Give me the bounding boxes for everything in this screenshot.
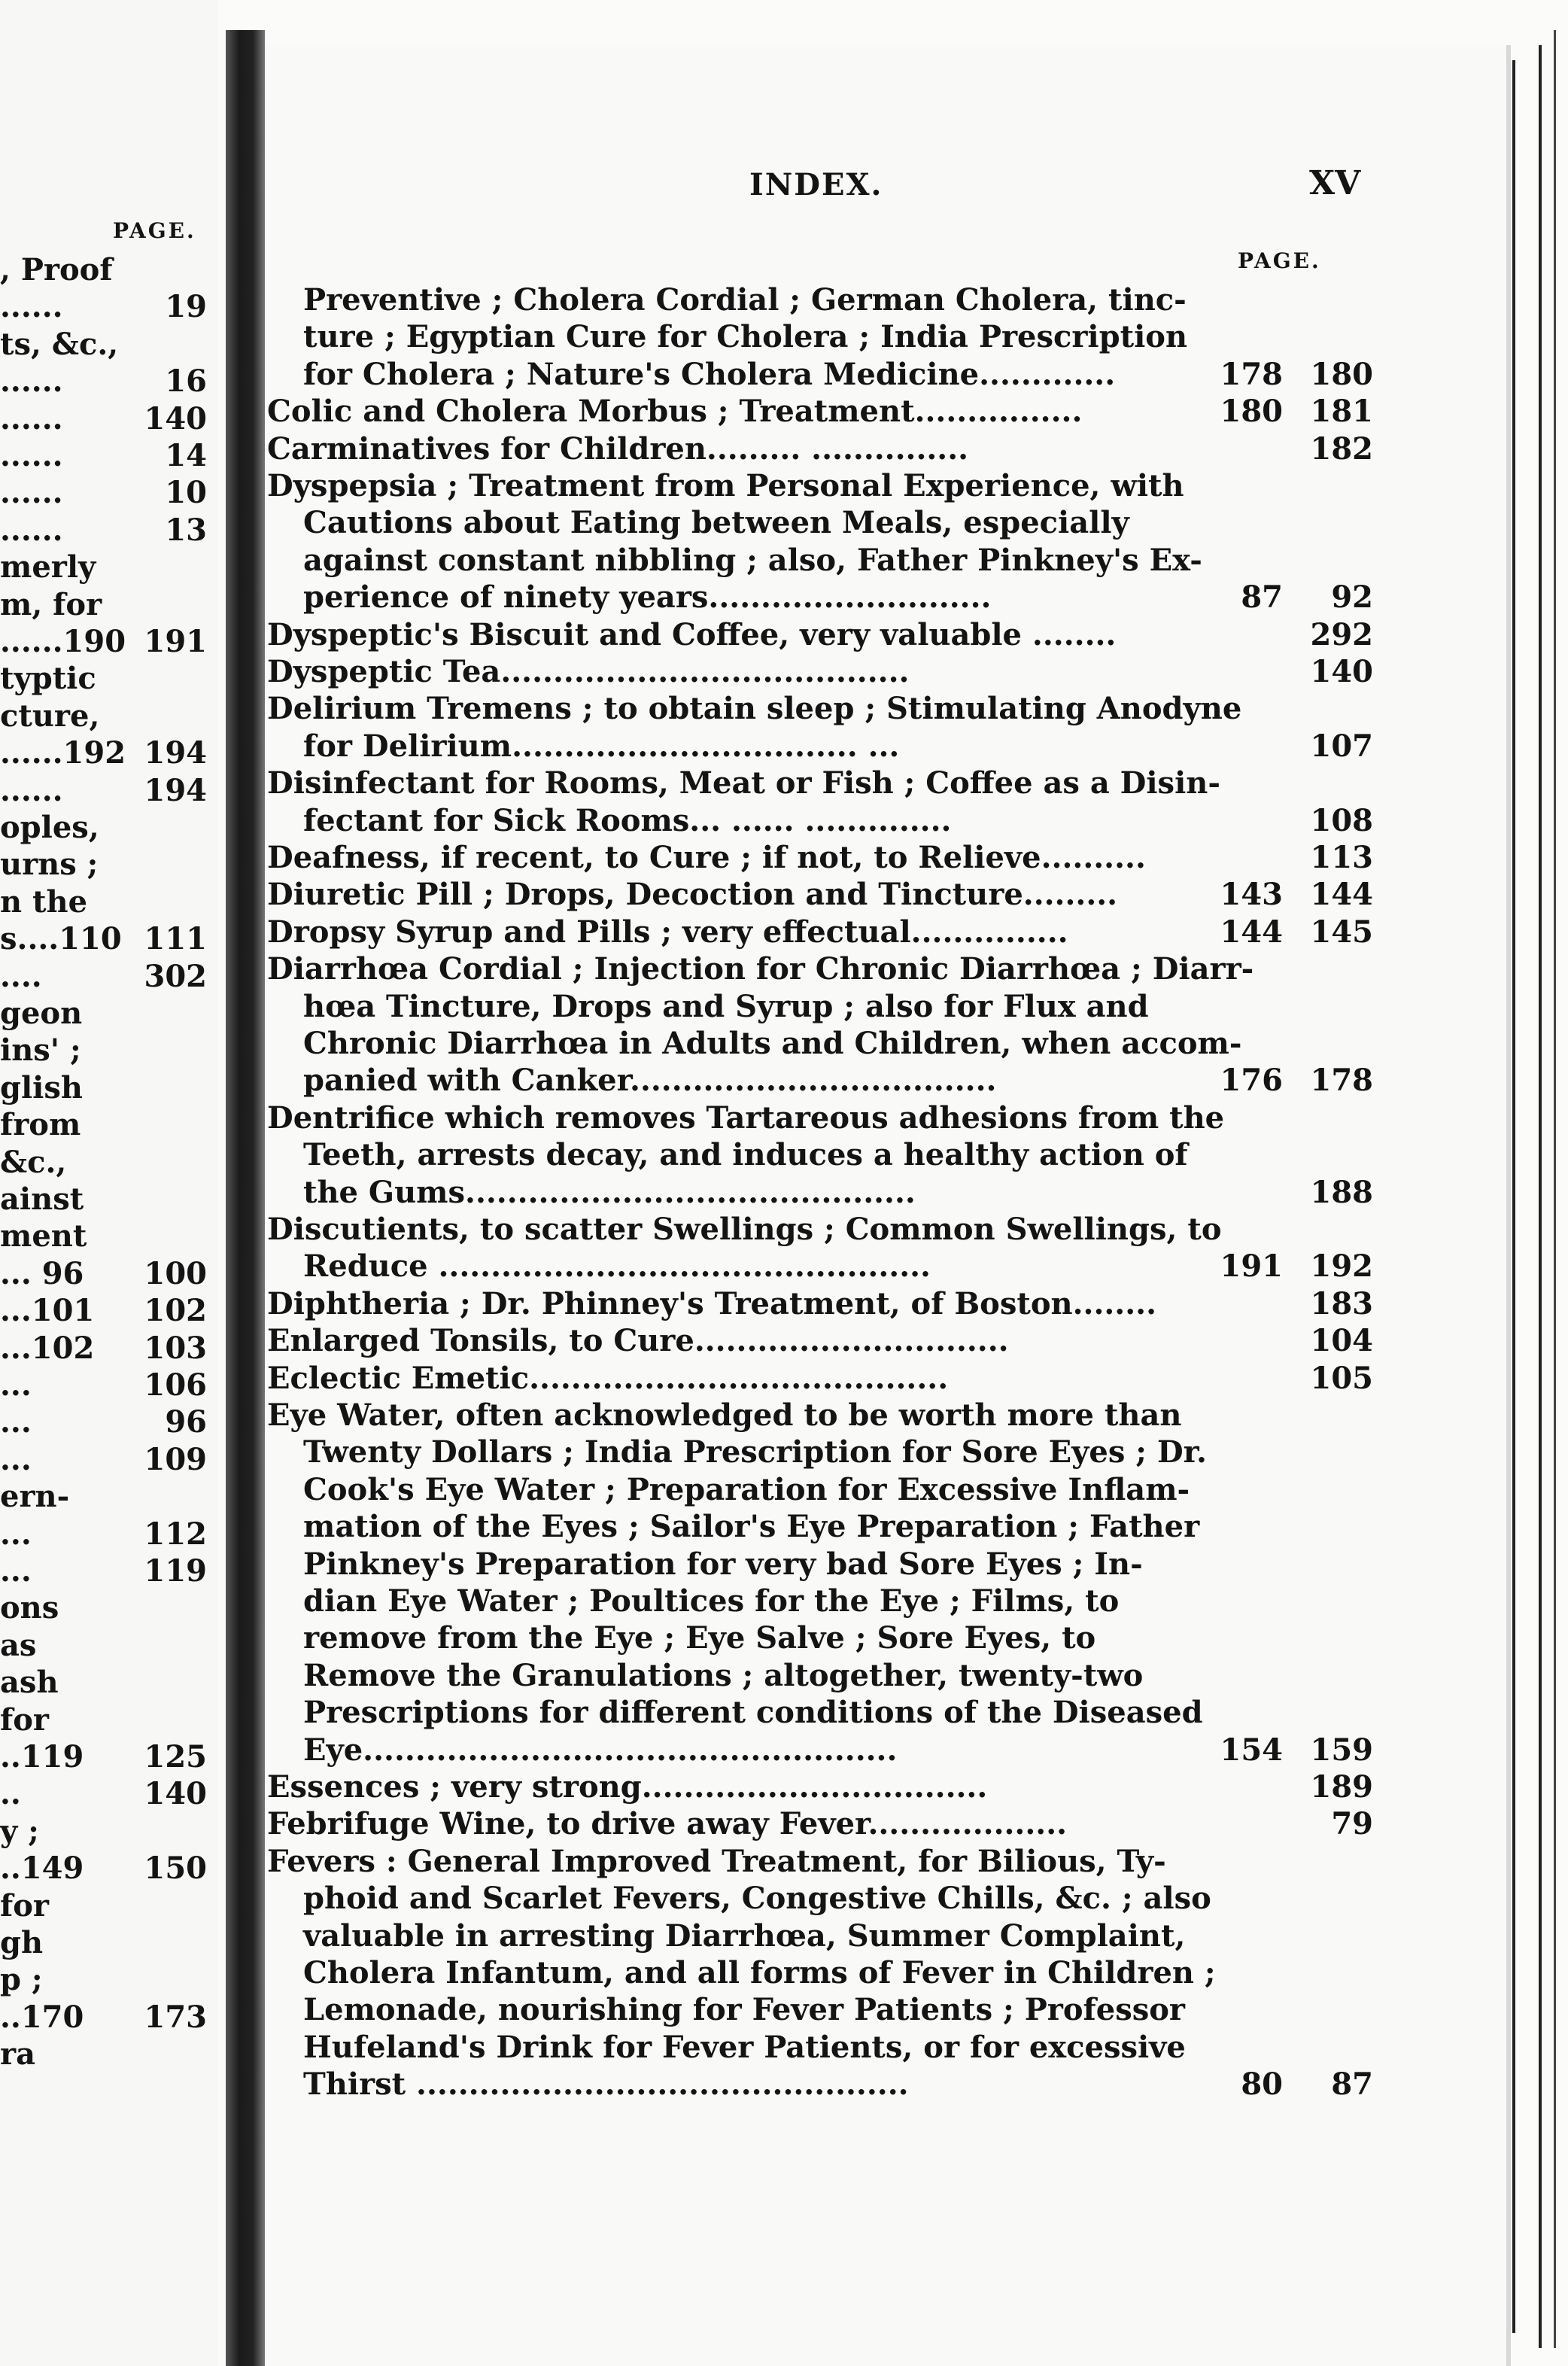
index-entry-line: [267, 2066, 1373, 2104]
index-entry-line: [267, 1955, 1373, 1993]
index-entry-text: hœa Tincture, Drops and Syrup ; also for Flux and: [303, 988, 1149, 1024]
index-entry-line: [267, 951, 1373, 989]
left-index-text: ......: [0, 512, 63, 548]
left-index-text: ..149: [0, 1851, 84, 1887]
index-entry-line: [267, 1695, 1373, 1732]
left-index-row: [0, 475, 214, 511]
index-entry-text: mation of the Eyes ; Sailor's Eye Preparation ; Father: [303, 1509, 1200, 1545]
index-entry-text: Diphtheria ; Dr. Phinney's Treatment, of Boston........: [267, 1285, 1157, 1321]
left-index-text: ......: [0, 289, 63, 325]
index-entry-line: [267, 765, 1373, 803]
left-index-row: [0, 996, 214, 1032]
index-entry-line: [267, 579, 1373, 617]
index-entry-line: [267, 1732, 1373, 1770]
index-page-from: 180: [1220, 394, 1283, 430]
left-index-text: ... 96: [0, 1255, 84, 1291]
left-index-text: p ;: [0, 1962, 43, 1998]
index-entry-text: Dropsy Syrup and Pills ; very effectual...............: [267, 914, 1068, 950]
index-entry-line: [267, 431, 1373, 469]
index-page-to: 113: [1310, 840, 1373, 875]
index-entry-text: Chronic Diarrhœa in Adults and Children, when accom-: [303, 1026, 1242, 1061]
index-entry-line: [267, 728, 1373, 766]
index-entry-text: Reduce ...............................................: [303, 1248, 931, 1285]
index-entry-line: [267, 319, 1373, 357]
index-entry-text: panied with Canker...................................: [303, 1063, 997, 1099]
left-index-text: ......: [0, 363, 63, 400]
index-page-to: 144: [1310, 877, 1373, 913]
index-entry-line: [267, 654, 1373, 692]
left-index-page-numbers: 13: [165, 512, 207, 548]
left-index-row: [0, 810, 214, 846]
left-index-page-numbers: 140: [144, 400, 207, 436]
index-entry-text: Enlarged Tonsils, to Cure..............................: [267, 1323, 1009, 1359]
index-page-to: 107: [1310, 728, 1373, 764]
index-entry-text: Cholera Infantum, and all forms of Fever in Children ;: [303, 1955, 1216, 1990]
left-index-text: ...: [0, 1367, 32, 1403]
index-entry-line: [267, 1397, 1373, 1435]
index-entry-text: phoid and Scarlet Fevers, Congestive Chills, &c. ; also: [303, 1881, 1211, 1917]
index-entry-line: [267, 1063, 1373, 1100]
left-index-text: geon: [0, 996, 83, 1031]
index-page-to: 178: [1310, 1063, 1373, 1099]
index-page-to: 180: [1310, 356, 1373, 392]
left-index-text: ..170: [0, 1999, 84, 2035]
left-index-row: [0, 2036, 214, 2073]
index-entry-text: against constant nibbling ; also, Father Pinkney's Ex-: [303, 542, 1202, 578]
index-entry-text: Remove the Granulations ; altogether, twenty-two: [303, 1657, 1144, 1693]
left-index-text: for: [0, 1702, 49, 1738]
left-index-page-numbers: 14: [165, 438, 207, 473]
left-index-row: [0, 1925, 214, 1961]
index-page-to: 87: [1331, 2066, 1373, 2103]
index-entry-text: Cautions about Eating between Meals, especially: [303, 505, 1129, 541]
index-entry-line: [267, 1992, 1373, 2030]
index-page-to: 145: [1310, 914, 1373, 950]
index-entry-line: [267, 1806, 1373, 1844]
left-index-page-numbers: 119: [144, 1553, 207, 1589]
index-entry-text: Febrifuge Wine, to drive away Fever...................: [267, 1806, 1068, 1842]
index-entry-line: [267, 1918, 1373, 1956]
left-index-text: ......: [0, 772, 63, 808]
left-index-page-numbers: 125: [144, 1739, 207, 1774]
left-index-page-numbers: 302: [144, 958, 207, 994]
index-entry-line: [267, 394, 1373, 431]
left-index-text: ...: [0, 1441, 32, 1477]
left-index-row: [0, 549, 214, 585]
page-edge: [1554, 30, 1556, 2348]
left-index-text: &c.,: [0, 1144, 67, 1180]
left-index-row: [0, 1181, 214, 1218]
left-index-row: [0, 1553, 214, 1589]
left-index-row: [0, 1145, 214, 1181]
left-index-page-numbers: 173: [144, 1999, 207, 2035]
index-entry-line: [267, 1248, 1373, 1286]
index-entry-text: Lemonade, nourishing for Fever Patients ; Professor: [303, 1992, 1185, 2028]
index-entry-line: [267, 1881, 1373, 1918]
index-entry-text: Delirium Tremens ; to obtain sleep ; Stimulating Anodyne: [267, 691, 1242, 727]
left-index-text: n the: [0, 883, 88, 920]
index-entry-text: perience of ninety years...........................: [303, 579, 992, 616]
index-entry-line: [267, 691, 1373, 728]
left-index-row: [0, 1218, 214, 1254]
index-entry-line: [267, 1323, 1373, 1361]
index-entry-line: [267, 803, 1373, 841]
index-page-to: 181: [1310, 394, 1373, 430]
left-index-row: [0, 1256, 214, 1292]
index-entry-text: Dyspeptic's Biscuit and Coffee, very valuable ........: [267, 616, 1117, 652]
index-entry-line: [267, 543, 1373, 580]
left-index-row: [0, 1814, 214, 1850]
index-page-from: 191: [1220, 1248, 1283, 1285]
index-entry-line: [267, 1472, 1373, 1510]
left-index-text: ...: [0, 1404, 32, 1440]
left-index-row: [0, 921, 214, 957]
left-index-row: [0, 698, 214, 734]
left-index-text: typtic: [0, 661, 96, 697]
left-index-page-numbers: 16: [165, 363, 207, 400]
left-index-page-numbers: 194: [144, 772, 207, 808]
index-entry-line: [267, 1844, 1373, 1881]
index-entry-line: [267, 1434, 1373, 1472]
index-entry-line: [267, 2030, 1373, 2067]
index-entry-text: Essences ; very strong.................................: [267, 1769, 988, 1805]
index-page-to: 188: [1310, 1174, 1373, 1210]
left-index-row: [0, 587, 214, 623]
index-entry-text: Discutients, to scatter Swellings ; Common Swellings, to: [267, 1212, 1222, 1247]
index-entry-text: the Gums...........................................: [303, 1174, 916, 1210]
index-entry-line: [267, 1509, 1373, 1546]
left-index-text: m, for: [0, 586, 102, 622]
left-index-text: ra: [0, 2036, 35, 2073]
left-page-fragment: [0, 0, 218, 2366]
left-index-row: [0, 1702, 214, 1738]
index-entry-text: Pinkney's Preparation for very bad Sore Eyes ; In-: [303, 1546, 1143, 1582]
left-index-row: [0, 884, 214, 920]
left-index-page-numbers: 140: [144, 1776, 207, 1812]
index-entry-line: [267, 1175, 1373, 1212]
left-index-row: [0, 847, 214, 883]
index-page-to: 192: [1310, 1248, 1373, 1285]
index-page-from: 154: [1220, 1732, 1283, 1768]
index-entry-line: [267, 840, 1373, 877]
index-entry-line: [267, 1361, 1373, 1398]
left-index-row: [0, 1032, 214, 1069]
left-index-text: ......: [0, 475, 63, 511]
index-entry-line: [267, 989, 1373, 1026]
left-index-row: [0, 1293, 214, 1329]
left-index-text: ern-: [0, 1479, 70, 1515]
left-index-row: [0, 1888, 214, 1924]
left-index-text: ment: [0, 1218, 87, 1254]
left-index-text: ts, &c.,: [0, 326, 119, 362]
left-index-text: ainst: [0, 1181, 84, 1217]
index-page-from: 87: [1241, 579, 1283, 616]
left-index-row: [0, 2000, 214, 2036]
left-index-row: [0, 1479, 214, 1515]
index-entry-line: [267, 357, 1373, 394]
left-index-text: from: [0, 1107, 81, 1143]
left-index-row: [0, 1330, 214, 1367]
left-index-page-numbers: 96: [165, 1404, 207, 1440]
left-index-page-numbers: 112: [144, 1516, 207, 1552]
index-page-to: 292: [1310, 616, 1373, 652]
left-index-text: ..: [0, 1776, 21, 1812]
left-index-text: ......192: [0, 735, 126, 771]
index-entry-text: for Cholera ; Nature's Cholera Medicine.............: [303, 356, 1116, 392]
left-index-text: ...101: [0, 1293, 95, 1329]
index-page-to: 140: [1310, 654, 1373, 689]
left-index-row: [0, 1107, 214, 1143]
index-page-to: 189: [1310, 1769, 1373, 1805]
index-page-to: 92: [1331, 579, 1373, 616]
index-entry-line: [267, 1583, 1373, 1621]
left-index-text: ......: [0, 400, 63, 436]
page-edge: [1539, 45, 1542, 2348]
left-index-text: ins' ;: [0, 1032, 81, 1069]
left-index-row: [0, 327, 214, 363]
left-index-text: ons: [0, 1590, 59, 1626]
index-entry-text: Diarrhœa Cordial ; Injection for Chronic Diarrhœa ; Diarr-: [267, 951, 1254, 987]
left-index-row: [0, 1442, 214, 1478]
index-page-to: 159: [1310, 1732, 1373, 1768]
index-page-to: 182: [1310, 430, 1373, 467]
page-column-head: PAGE.: [1238, 248, 1321, 273]
index-entry-line: [267, 1620, 1373, 1658]
left-index-text: ...: [0, 1516, 32, 1552]
book-gutter: [226, 30, 265, 2366]
index-page-from: 80: [1241, 2066, 1283, 2103]
left-index-text: cture,: [0, 698, 100, 734]
left-index-page-numbers: 19: [165, 289, 207, 325]
index-entry-line: [267, 1658, 1373, 1695]
index-entry-text: Disinfectant for Rooms, Meat or Fish ; Coffee as a Disin-: [267, 765, 1220, 801]
index-entry-line: [267, 1026, 1373, 1063]
left-index-text: ...: [0, 1553, 32, 1589]
index-entry-line: [267, 877, 1373, 914]
left-index-row: [0, 252, 214, 288]
index-entry-text: Thirst ...............................................: [303, 2066, 909, 2103]
index-entry-line: [267, 468, 1373, 506]
left-index-text: for: [0, 1887, 49, 1924]
left-index-text: as: [0, 1627, 37, 1663]
index-entry-line: [267, 1100, 1373, 1138]
left-index-page-numbers: 194: [144, 735, 207, 771]
index-entry-line: [267, 617, 1373, 655]
index-entry-text: Cook's Eye Water ; Preparation for Excessive Inflam-: [303, 1471, 1190, 1507]
index-entry-text: Colic and Cholera Morbus ; Treatment................: [267, 394, 1083, 430]
left-index-row: [0, 661, 214, 697]
left-index-row: [0, 1516, 214, 1552]
left-index-page-numbers: 109: [144, 1441, 207, 1477]
left-index-text: merly: [0, 549, 96, 585]
left-index-page-numbers: 150: [144, 1851, 207, 1887]
running-head: INDEX.: [749, 167, 883, 202]
index-entry-line: [267, 1286, 1373, 1324]
index-page-to: 183: [1310, 1285, 1373, 1321]
index-entry-text: Eye...................................................: [303, 1732, 898, 1768]
left-index-text: oples,: [0, 810, 99, 845]
index-entry-line: [267, 1137, 1373, 1175]
left-index-row: [0, 1665, 214, 1701]
index-entry-text: Hufeland's Drink for Fever Patients, or for excessive: [303, 2029, 1186, 2065]
index-entry-text: Eye Water, often acknowledged to be worth more than: [267, 1397, 1182, 1433]
left-index-text: ash: [0, 1665, 59, 1701]
left-index-page-numbers: 102: [144, 1293, 207, 1329]
left-index-page-numbers: 191: [144, 624, 207, 659]
left-index-text: y ;: [0, 1813, 39, 1849]
left-index-page-numbers: 103: [144, 1330, 207, 1366]
index-entry-text: Fevers : General Improved Treatment, for Bilious, Ty-: [267, 1843, 1166, 1879]
left-index-row: [0, 773, 214, 809]
index-entry-text: Deafness, if recent, to Cure ; if not, to Relieve..........: [267, 840, 1146, 875]
left-index-text: urns ;: [0, 847, 99, 883]
index-page-from: 144: [1220, 914, 1283, 950]
left-index-text: ....: [0, 958, 42, 994]
left-index-row: [0, 959, 214, 995]
left-index-row: [0, 1070, 214, 1106]
page-edge: [1512, 60, 1515, 2333]
index-entry-text: Eclectic Emetic........................................: [267, 1360, 949, 1396]
index-entry-text: fectant for Sick Rooms... ...... ..............: [303, 802, 952, 838]
index-entry-text: Diuretic Pill ; Drops, Decoction and Tincture.........: [267, 877, 1118, 913]
left-index-page-numbers: 111: [144, 921, 207, 957]
index-entry-line: [267, 914, 1373, 952]
left-index-page-numbers: 106: [144, 1367, 207, 1403]
index-entry-line: [267, 1212, 1373, 1249]
index-page-to: 108: [1310, 802, 1373, 838]
index-page-to: 104: [1310, 1323, 1373, 1359]
index-entry-text: Twenty Dollars ; India Prescription for Sore Eyes ; Dr.: [303, 1434, 1207, 1470]
index-entry-text: valuable in arresting Diarrhœa, Summer Complaint,: [303, 1917, 1186, 1954]
index-entry-text: Dyspeptic Tea.......................................: [267, 654, 910, 689]
left-index-text: , Proof: [0, 252, 113, 287]
left-index-row: [0, 735, 214, 771]
left-index-row: [0, 1367, 214, 1403]
left-index-row: [0, 1404, 214, 1440]
left-index-row: [0, 363, 214, 400]
left-index-row: [0, 624, 214, 660]
index-entry-text: Carminatives for Children......... ...............: [267, 430, 969, 467]
index-entry-text: Prescriptions for different conditions of the Diseased: [303, 1695, 1203, 1731]
left-index-row: [0, 1590, 214, 1626]
index-page-from: 143: [1220, 877, 1283, 913]
left-index-row: [0, 1739, 214, 1775]
left-index-row: [0, 1628, 214, 1664]
left-index-row: [0, 438, 214, 474]
left-index-text: ......: [0, 438, 63, 473]
index-entry-text: for Delirium................................. ...: [303, 728, 900, 764]
left-index-row: [0, 1962, 214, 1998]
left-index-text: ......190: [0, 624, 126, 659]
index-entry-text: remove from the Eye ; Eye Salve ; Sore Eyes, to: [303, 1620, 1096, 1656]
left-index-row: [0, 401, 214, 437]
left-index-row: [0, 1776, 214, 1812]
index-entry-text: Dentrifice which removes Tartareous adhesions from the: [267, 1099, 1225, 1136]
page-number: XV: [1309, 164, 1361, 202]
index-page-from: 176: [1220, 1063, 1283, 1099]
left-index-text: ...102: [0, 1330, 95, 1366]
index-entry-line: [267, 1546, 1373, 1584]
left-index-page-numbers: 100: [144, 1255, 207, 1291]
index-entry-line: [267, 505, 1373, 543]
left-index-text: s....110: [0, 921, 122, 957]
left-index-text: gh: [0, 1925, 44, 1960]
left-page-column-head: PAGE.: [113, 218, 196, 243]
left-index-row: [0, 1851, 214, 1887]
index-entry-text: Dyspepsia ; Treatment from Personal Experience, with: [267, 468, 1184, 503]
index-entry-text: Teeth, arrests decay, and induces a healthy action of: [303, 1137, 1188, 1173]
left-index-row: [0, 289, 214, 325]
index-entry-line: [267, 1769, 1373, 1807]
left-index-text: ..119: [0, 1739, 84, 1774]
index-page-to: 79: [1331, 1806, 1373, 1842]
left-index-page-numbers: 10: [165, 475, 207, 511]
index-entry-text: ture ; Egyptian Cure for Cholera ; India Prescription: [303, 319, 1188, 355]
index-entry-line: [267, 282, 1373, 320]
index-page-to: 105: [1310, 1360, 1373, 1396]
left-index-row: [0, 512, 214, 549]
index-entry-text: Preventive ; Cholera Cordial ; German Cholera, tinc-: [303, 282, 1187, 318]
left-index-text: glish: [0, 1069, 83, 1105]
index-page-from: 178: [1220, 356, 1283, 392]
index-entry-text: dian Eye Water ; Poultices for the Eye ; Films, to: [303, 1583, 1120, 1619]
